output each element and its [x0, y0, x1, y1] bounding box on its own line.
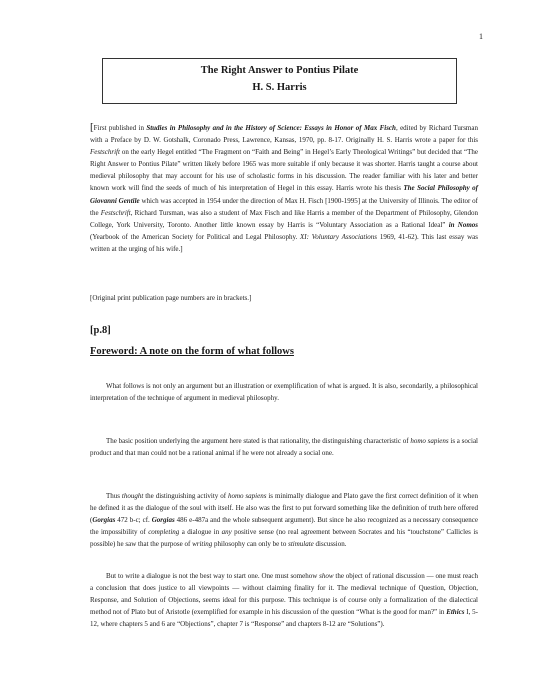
festschrift-term: Festschrift: [90, 148, 120, 157]
work-title: Gorgias: [151, 516, 175, 525]
text: positive sense (no real agreement between Socrates and his “touchstone” Callicles is possible) he saw that the purpose of: [90, 528, 478, 549]
emphasis: completing: [148, 528, 180, 537]
latin-term: homo sapiens: [227, 492, 267, 500]
body-paragraph-2: [90, 435, 478, 459]
work-title: Gorgias: [92, 516, 116, 525]
emphasis: thought: [121, 492, 144, 500]
intro-text: on the early Hegel entitled “The Fragment on “Faith and Being” in Hegel’s Early Theological Writings” but decided that “The Right Answer to Pontius Pilate” written likely before 1965 was more suitable if only because it was shorter. Harris taught a course about medieval philosophy that may account for his use of scholastic forms in his discussion. The reader familiar with his later and better known work will find the seeds of much of his interpretation of Hegel in this essay. Harris wrote his thesis: [90, 148, 478, 193]
page-number: 1: [479, 32, 483, 41]
intro-text: 1969, 41-62). This last essay was written at the urging of his wife.]: [90, 232, 478, 253]
nomos-title: in Nomos: [448, 220, 479, 229]
text: The basic position underlying the argument here stated is that rationality, the distinguishing characteristic of: [106, 437, 411, 445]
page-marker: [p.8]: [90, 325, 111, 336]
intro-text: , Richard Tursman, was also a student of Max Fisch and like Harris a member of the Department of Philosophy, Glendon College, York University, Toronto. Another little known essay by Harris is “Voluntary Association as a Rational Ideal”: [90, 208, 478, 229]
intro-text: which was accepted in 1954 under the direction of Max H. Fisch [1900-1995] at the University of Illinois. The editor of the: [90, 196, 479, 217]
text: But to write a dialogue is not the best way to start one. One must somehow: [106, 572, 320, 580]
emphasis: show: [319, 572, 334, 580]
book-title: Studies in Philosophy and in the History of Science: Essays in Honor of Max Fisch: [146, 124, 396, 132]
section-heading: Foreword: A note on the form of what follows: [90, 346, 294, 357]
text: the object of rational discussion — one must reach a conclusion that does justice to all viewpoints — without claiming finality for it. The medieval technique of Question, Objection, Response, and Solution of Objections, seems ideal for this purpose. This technique is of course only a formalization of the dialectical method not of Plato but of Aristotle (exemplified for example in his discussion of the question “What is the good for man?” in: [90, 572, 478, 617]
document-title: The Right Answer to Pontius Pilate: [200, 65, 359, 76]
open-bracket: [: [90, 121, 94, 133]
intro-text: First published in: [93, 124, 147, 132]
text: is a social product and that man could not be a rational animal if he were not already a social one.: [90, 437, 478, 458]
emphasis: any: [221, 528, 232, 537]
thesis-title: The Social Philosophy of Giovanni Gentile: [90, 184, 478, 205]
body-paragraph-1: What follows is not only an argument but an illustration or exemplification of what is argued. It is also, secondarily, a philosophical interpretation of the technique of argument in medieval philosophy.: [90, 382, 478, 403]
text: Thus: [106, 492, 122, 500]
emphasis: writing: [192, 540, 213, 549]
intro-text: (Yearbook of the American Society for Political and Legal Philosophy.: [90, 232, 301, 241]
publication-note: [Original print publication page numbers are in brackets.]: [90, 294, 252, 302]
title-box: [102, 58, 457, 104]
intro-paragraph: [90, 122, 478, 255]
volume-title: XI: Voluntary Associations: [300, 232, 378, 241]
body-paragraph-4: [90, 570, 478, 630]
festschrift-term: Festschrift: [100, 208, 131, 217]
text: philosophy can only be to: [212, 540, 289, 549]
work-title: Ethics: [446, 608, 465, 617]
text: I, 5-12, where chapters 5 and 6 are “Objections”, chapter 7 is “Response” and chapters 8-12 are “Solutions”).: [90, 608, 478, 629]
text: 472 b-c; cf.: [115, 516, 152, 525]
emphasis: stimulate: [288, 540, 314, 549]
text: is minimally dialogue and Plato gave the first correct definition of it when he defined it as the dialogue of the soul with itself. He also was the first to put forward something like the definition of truth here offered (: [90, 492, 478, 525]
intro-text: , edited by Richard Tursman with a Preface by D. W. Gotshalk, Coronado Press, Lawrence, Kansas, 1970, pp. 8-17. Originally H. S. Harris wrote a paper for this: [90, 124, 478, 145]
text: a dialogue in: [179, 528, 222, 537]
text: discussion.: [313, 540, 347, 549]
document-author: H. S. Harris: [252, 82, 307, 93]
text: the distinguishing activity of: [143, 492, 228, 500]
body-paragraph-3: [90, 490, 478, 550]
text: 486 e-487a and the whole subsequent argument). But since he also recognized as a necessary consequence the impossibility of: [90, 516, 478, 537]
latin-term: homo sapiens: [410, 437, 449, 445]
